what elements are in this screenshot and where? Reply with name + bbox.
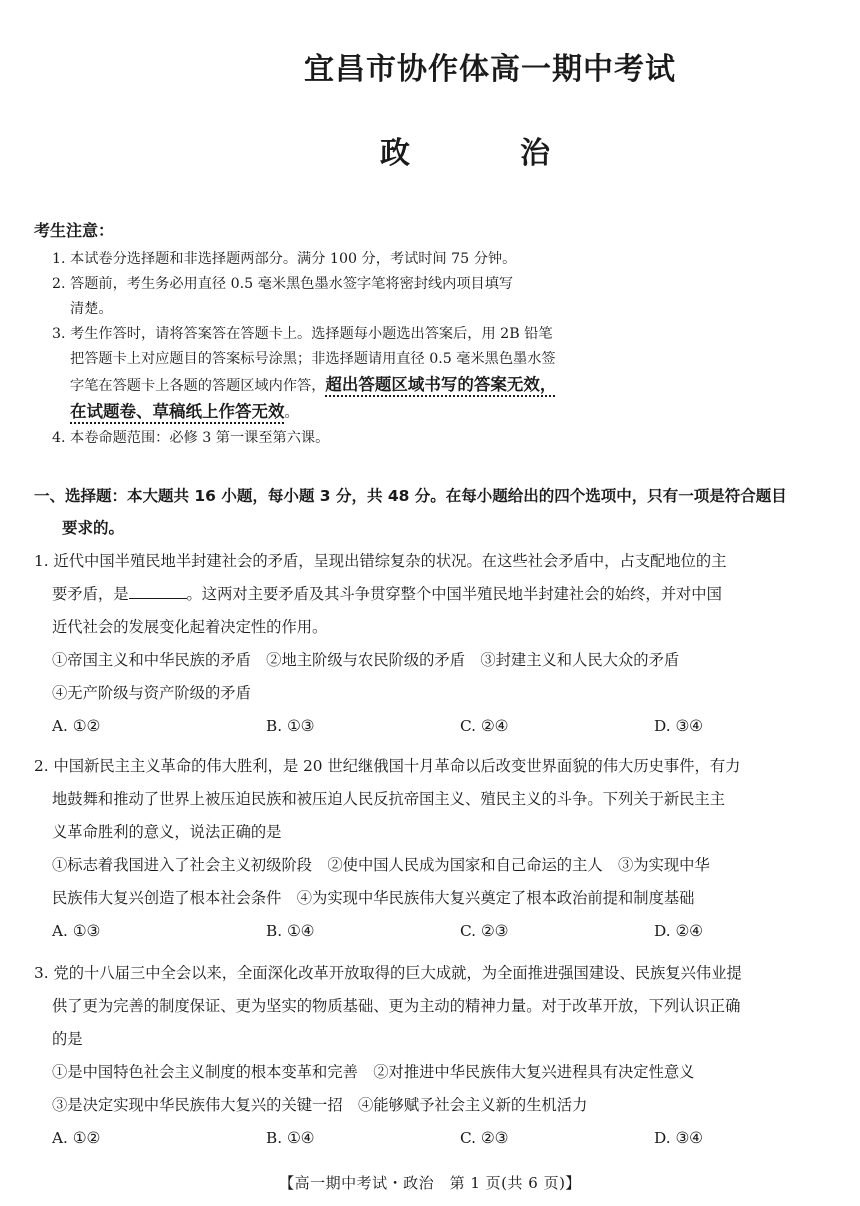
question-1-stem-line-2b: 。这两对主要矛盾及其斗争贯穿整个中国半殖民地半封建社会的始终，并对中国	[186, 585, 722, 603]
notice-item-3-text-a: 3. 考生作答时，请将答案答在答题卡上。选择题每小题选出答案后，用 2B 铅笔	[52, 326, 553, 342]
question-3	[34, 957, 834, 1155]
page-footer: 【高一期中考试・政治 第 1 页(共 6 页)】	[279, 1174, 581, 1192]
notice-item-3-end: 。	[284, 405, 299, 421]
question-2-stem-line-2: 地鼓舞和推动了世界上被压迫民族和被压迫人民反抗帝国主义、殖民主义的斗争。下列关于新民主主	[52, 790, 726, 808]
notice-item-2-text-a: 2. 答题前，考生务必用直径 0.5 毫米黑色墨水签字笔将密封线内项目填写	[52, 276, 514, 292]
option-a: A. ①②	[52, 717, 101, 735]
option-c: C. ②③	[460, 922, 509, 940]
option-a: A. ①②	[52, 1129, 101, 1147]
question-3-statements-1: ①是中国特色社会主义制度的根本变革和完善 ②对推进中华民族伟大复兴进程具有决定性意义	[52, 1063, 695, 1081]
notice-heading: 考生注意：	[34, 221, 115, 240]
question-3-stem-line-2: 供了更为完善的制度保证、更为坚实的物质基础、更为主动的精神力量。对于改革开放，下列认识正确	[52, 997, 741, 1015]
question-1-options	[34, 710, 834, 743]
option-d: D. ②④	[654, 922, 703, 940]
question-1-stem-line-2a: 要矛盾，是	[52, 585, 129, 603]
option-b: B. ①④	[266, 1129, 315, 1147]
option-c: C. ②④	[460, 717, 509, 735]
option-b: B. ①④	[266, 922, 315, 940]
candidate-notice	[34, 218, 674, 451]
option-a: A. ①③	[52, 922, 101, 940]
question-1-stem-line-2	[34, 578, 834, 611]
question-2-stem-line-3: 义革命胜利的意义，说法正确的是	[52, 823, 282, 841]
notice-item-3-text-b: 把答题卡上对应题目的答案标号涂黑；非选择题请用直径 0.5 毫米黑色墨水签	[70, 351, 556, 367]
subject-title: 政 治	[380, 136, 590, 171]
question-1	[34, 545, 834, 743]
question-3-options	[34, 1122, 834, 1155]
exam-title: 宜昌市协作体高一期中考试	[304, 52, 676, 87]
notice-item-2	[34, 272, 674, 322]
question-3-statements-2: ③是决定实现中华民族伟大复兴的关键一招 ④能够赋予社会主义新的生机活力	[52, 1096, 588, 1114]
notice-item-3-text-c: 字笔在答题卡上各题的答题区域内作答，	[70, 378, 326, 394]
question-1-stem-line-3: 近代社会的发展变化起着决定性的作用。	[52, 618, 328, 636]
answer-blank	[129, 584, 187, 599]
notice-item-3	[34, 322, 674, 426]
section-heading-line-2: 要求的。	[62, 519, 125, 537]
question-3-stem-line-1: 3. 党的十八届三中全会以来，全面深化改革开放取得的巨大成就，为全面推进强国建设、民族复兴伟业提	[34, 964, 742, 982]
notice-item-4: 4. 本卷命题范围：必修 3 第一课至第六课。	[52, 430, 330, 446]
question-1-statements-2: ④无产阶级与资产阶级的矛盾	[52, 684, 251, 702]
question-2-statements-2: 民族伟大复兴创造了根本社会条件 ④为实现中华民族伟大复兴奠定了根本政治前提和制度基础	[52, 889, 695, 907]
section-heading	[34, 480, 834, 544]
notice-emphasis-1: 超出答题区域书写的答案无效，	[325, 375, 557, 394]
notice-item-2-text-b: 清楚。	[70, 301, 113, 317]
option-d: D. ③④	[654, 1129, 703, 1147]
option-d: D. ③④	[654, 717, 703, 735]
question-1-stem-line-1: 1. 近代中国半殖民地半封建社会的矛盾，呈现出错综复杂的状况。在这些社会矛盾中，占支配地位的主	[34, 552, 727, 570]
option-b: B. ①③	[266, 717, 315, 735]
notice-emphasis-2: 在试题卷、草稿纸上作答无效	[70, 402, 285, 421]
question-1-statements-1: ①帝国主义和中华民族的矛盾 ②地主阶级与农民阶级的矛盾 ③封建主义和人民大众的矛盾	[52, 651, 680, 669]
question-3-stem-line-3: 的是	[52, 1030, 83, 1048]
option-c: C. ②③	[460, 1129, 509, 1147]
question-2-statements-1: ①标志着我国进入了社会主义初级阶段 ②使中国人民成为国家和自己命运的主人 ③为实现中华	[52, 856, 710, 874]
section-heading-line-1: 一、选择题：本大题共 16 小题，每小题 3 分，共 48 分。在每小题给出的四个选项中，只有一项是符合题目	[34, 487, 787, 505]
question-2	[34, 750, 834, 948]
question-2-options	[34, 915, 834, 948]
notice-item-1: 1. 本试卷分选择题和非选择题两部分。满分 100 分，考试时间 75 分钟。	[52, 251, 517, 267]
question-2-stem-line-1: 2. 中国新民主主义革命的伟大胜利，是 20 世纪继俄国十月革命以后改变世界面貌的伟大历史事件，有力	[34, 757, 741, 775]
